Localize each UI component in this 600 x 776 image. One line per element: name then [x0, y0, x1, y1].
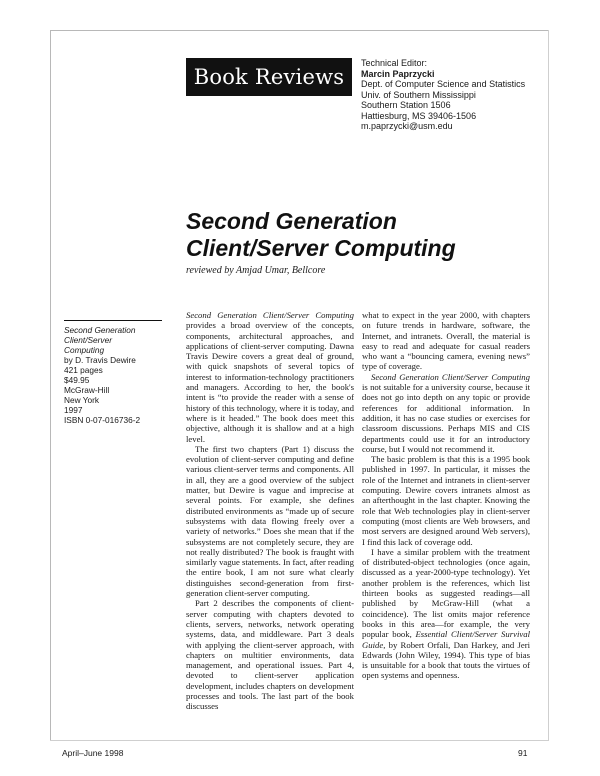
book-info-sidebar — [64, 325, 174, 425]
paragraph-text: I have a similar problem with the treatment of distributed-object technologies (once again, discussed as a year-2000-type technology). Yet another problem is the references, which list thirteen books as suggested readings—all published by McGraw-Hill (what a coincidence). The list omits major reference books in this area—for example, the very popular book, — [362, 546, 530, 640]
book-title-line-3: Computing — [64, 345, 105, 355]
body-column-1 — [186, 310, 354, 712]
title-line-1: Second Generation — [186, 208, 397, 234]
book-title-line-2: Client/Server — [64, 335, 112, 345]
editor-department: Dept. of Computer Science and Statistics — [361, 79, 526, 89]
book-author: by D. Travis Dewire — [64, 355, 136, 365]
editor-station: Southern Station 1506 — [361, 100, 451, 110]
article-title — [186, 208, 546, 262]
book-pages: 421 pages — [64, 365, 103, 375]
editor-email: m.paprzycki@usm.edu — [361, 121, 453, 131]
book-price: $49.95 — [64, 375, 90, 385]
book-city: New York — [64, 395, 100, 405]
editor-role: Technical Editor: — [361, 58, 428, 68]
sidebar-divider — [64, 320, 162, 321]
inline-book-title: Second Generation Client/Server Computing — [186, 310, 354, 320]
paragraph — [362, 372, 530, 454]
book-publisher: McGraw-Hill — [64, 385, 110, 395]
paragraph-text: is not suitable for a university course, because it does not go into depth on any topic or provide references for additional information. In addition, it has no case studies or exercises for classroom discussions. Perhaps MIS and CIS departments could use it for an introductory course, but I would not recommend it. — [362, 382, 530, 454]
editor-university: Univ. of Southern Mississippi — [361, 89, 476, 100]
page-frame-top — [50, 30, 548, 31]
page-frame-right — [548, 30, 549, 741]
book-isbn: ISBN 0-07-016736-2 — [64, 415, 141, 425]
paragraph: Part 2 describes the components of client-server computing with chapters devoted to clients, servers, networks, network operating systems, data, and middleware. Part 3 deals with applying the client-server approach, with chapters on multitier environments, data management, and operational issues. Part 4, devoted to client-server application development, includes chapters on development processes and tools. The last part of the book discusses — [186, 598, 354, 712]
body-column-2 — [362, 310, 530, 681]
footer-issue-date: April–June 1998 — [62, 748, 124, 758]
paragraph-text: , by Robert Orfali, Dan Harkey, and Jeri Edwards (John Wiley, 1994). This type of bias is unsuitable for a book that touts the virtues of open systems and openness. — [362, 639, 530, 681]
technical-editor-block — [361, 58, 546, 132]
paragraph — [362, 547, 530, 681]
editor-name: Marcin Paprzycki — [361, 68, 435, 79]
paragraph: what to expect in the year 2000, with chapters on future trends in hardware, software, the Internet, and intranets. Overall, the material is easy to read and adequate for casual readers who want a “bouncing camera, evening news” type of coverage. — [362, 310, 530, 372]
book-title-line-1: Second Generation — [64, 325, 136, 335]
page-frame-left — [50, 30, 51, 740]
page-frame-bottom — [50, 740, 548, 741]
book-year: 1997 — [64, 405, 83, 415]
inline-book-title: Second Generation Client/Server Computing — [371, 371, 530, 382]
reviewer-byline: reviewed by Amjad Umar, Bellcore — [186, 265, 326, 276]
inline-book-title: Essential Client/Server Survival Guide — [362, 629, 530, 650]
paragraph — [186, 310, 354, 444]
paragraph: The first two chapters (Part 1) discuss the evolution of client-server computing and define various client-server terms and components. All in all, they are a good overview of the subject matter, but Dewire is vague and imprecise at several points. For example, she defines distributed environments as “made up of secure subsystems with data flowing freely over a variety of networks.” Does she mean that if the subsystems are not completely secure, they are not really distributed? The book is fraught with similarly vague statements. In fact, after reading the entire book, I am not sure what clearly distinguishes second-generation from first-generation client-server computing. — [186, 443, 354, 599]
footer-page-number: 91 — [518, 748, 528, 758]
editor-city: Hattiesburg, MS 39406-1506 — [361, 110, 477, 121]
section-banner: Book Reviews — [186, 58, 352, 96]
paragraph-text: provides a broad overview of the concepts, components, architectural approaches, and applications of client-server computing. Dawna Travis Dewire covers a great deal of ground, with quick snapshots of several topics of interest to information-technology practitioners and managers. According to her, the book's intent is “to provide the reader with a sense of history of this technology, where it is today, and where is it headed.” The book does meet this objective, although it is shallow and at a high level. — [186, 320, 354, 444]
title-line-2: Client/Server Computing — [186, 235, 456, 261]
paragraph: The basic problem is that this is a 1995 book published in 1997. In particular, it misses the role of the Internet and intranets in client-server computing. Dewire covers intranets almost as an afterthought in the last chapter. Knowing the role that Web technologies play in client-server computing (most clients are Web browsers, and most servers are designed around Web servers), I find this lack of coverage odd. — [362, 454, 530, 547]
